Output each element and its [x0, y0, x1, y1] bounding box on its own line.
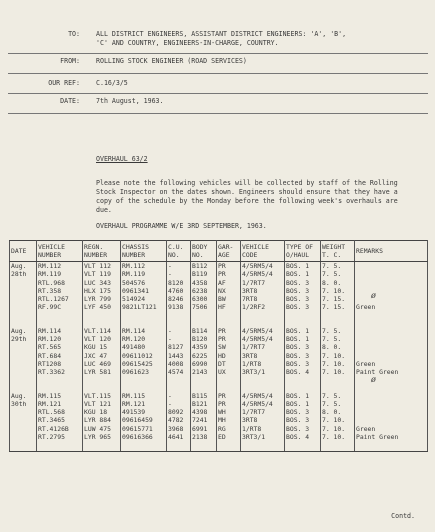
table-cell: PR	[217, 335, 241, 343]
header-rule	[8, 73, 428, 74]
table-row	[10, 287, 428, 295]
date-cell: Aug.	[10, 327, 37, 335]
table-cell: RM.120	[37, 335, 83, 343]
table-cell: 2138	[191, 433, 217, 441]
table-cell: 8246	[167, 295, 191, 303]
table-cell: RT.565	[37, 343, 83, 351]
table-cell: PR	[217, 262, 241, 271]
date-cell	[10, 360, 37, 368]
column-header: C.U. NO.	[167, 241, 191, 262]
table-cell: 7. 10.	[321, 352, 355, 360]
date-cell	[10, 343, 37, 351]
ref-value: C.16/3/5	[96, 79, 128, 87]
table-cell: RM.114	[37, 327, 83, 335]
table-row	[10, 352, 428, 360]
date-cell	[10, 416, 37, 424]
table-cell: HD	[217, 352, 241, 360]
spacer-cell	[321, 312, 355, 327]
table-cell: LYR 965	[83, 433, 121, 441]
spacer-cell	[37, 312, 83, 327]
table-cell	[355, 279, 428, 287]
table-cell: 1/RT8	[241, 425, 285, 433]
column-header: BODY NO.	[191, 241, 217, 262]
table-cell: 7. 5.	[321, 262, 355, 271]
table-cell: 0961623	[121, 368, 167, 376]
table-cell: 4398	[191, 408, 217, 416]
table-header-row	[10, 241, 428, 262]
table-cell: RF.99C	[37, 303, 83, 311]
table-cell: 1/2RF2	[241, 303, 285, 311]
date-cell	[10, 368, 37, 376]
table-cell: Paint Green	[355, 368, 428, 376]
table-cell: RTL.968	[37, 279, 83, 287]
table-cell: -	[167, 262, 191, 271]
table-cell: LUW 475	[83, 425, 121, 433]
column-header: DATE	[10, 241, 37, 262]
spacer-cell	[285, 377, 321, 392]
table-cell: 491480	[121, 343, 167, 351]
table-cell: MH	[217, 416, 241, 424]
table-cell	[355, 335, 428, 343]
table-cell: BOS. 3	[285, 408, 321, 416]
table-cell: BOS. 3	[285, 343, 321, 351]
table-cell: LYR 884	[83, 416, 121, 424]
spacer-cell	[355, 441, 428, 452]
spacer-cell	[121, 312, 167, 327]
spacer-cell	[191, 312, 217, 327]
table-cell: Green	[355, 425, 428, 433]
table-cell: RM.119	[121, 270, 167, 278]
table-cell: B121	[191, 400, 217, 408]
handwritten-mark: ø	[371, 291, 376, 300]
table-cell: BOS. 3	[285, 425, 321, 433]
group-spacer-row	[10, 312, 428, 327]
header-rule	[8, 53, 428, 54]
date-value: 7th August, 1963.	[96, 97, 164, 105]
date-cell	[10, 425, 37, 433]
table-cell: BOS. 1	[285, 392, 321, 400]
table-cell: RM.121	[121, 400, 167, 408]
table-cell: VLT 120	[83, 335, 121, 343]
spacer-cell	[167, 312, 191, 327]
table-cell: 09616459	[121, 416, 167, 424]
spacer-cell	[355, 377, 428, 392]
column-header: REMARKS	[355, 241, 428, 262]
spacer-cell	[167, 377, 191, 392]
table-row	[10, 360, 428, 368]
column-header: TYPE OF O/HAUL	[285, 241, 321, 262]
spacer-cell	[121, 377, 167, 392]
table-cell: SW	[217, 343, 241, 351]
table-cell: B112	[191, 262, 217, 271]
table-cell: 09615771	[121, 425, 167, 433]
table-cell: LUC 469	[83, 360, 121, 368]
table-cell: RM.115	[37, 392, 83, 400]
date-cell: 30th	[10, 400, 37, 408]
table-row	[10, 425, 428, 433]
spacer-cell	[217, 441, 241, 452]
table-cell: 7. 10.	[321, 433, 355, 441]
table-cell: B120	[191, 335, 217, 343]
table-cell: 7. 10.	[321, 368, 355, 376]
table-cell: 7. 10.	[321, 425, 355, 433]
spacer-cell	[241, 312, 285, 327]
table-cell: 7. 10.	[321, 287, 355, 295]
table-cell: 09611012	[121, 352, 167, 360]
date-cell	[10, 433, 37, 441]
table-cell: AF	[217, 279, 241, 287]
table-cell	[355, 352, 428, 360]
table-cell: 7. 15.	[321, 303, 355, 311]
spacer-cell	[191, 441, 217, 452]
from-label: FROM:	[60, 57, 80, 65]
table-cell: BOS. 1	[285, 262, 321, 271]
date-cell: 28th	[10, 270, 37, 278]
table-cell: VLT 119	[83, 270, 121, 278]
from-value: ROLLING STOCK ENGINEER (ROAD SERVICES)	[96, 57, 247, 65]
spacer-cell	[191, 377, 217, 392]
table-cell: -	[167, 327, 191, 335]
programme-heading: OVERHAUL PROGRAMME W/E 3RD SEPTEMBER, 1963.	[96, 222, 267, 230]
table-cell: ED	[217, 433, 241, 441]
table-cell: JXC 47	[83, 352, 121, 360]
spacer-cell	[10, 312, 37, 327]
table-cell: BOS. 3	[285, 360, 321, 368]
table-cell: -	[167, 335, 191, 343]
table-cell: PR	[217, 270, 241, 278]
table-cell: 3RT8	[241, 416, 285, 424]
spacer-cell	[217, 377, 241, 392]
table-cell: 7. 5.	[321, 270, 355, 278]
table-cell: 3RT3/1	[241, 368, 285, 376]
table-cell: RT.4126B	[37, 425, 83, 433]
table-cell: 8. 0.	[321, 279, 355, 287]
table-row	[10, 416, 428, 424]
table-cell: RM.112	[37, 262, 83, 271]
table-cell: PR	[217, 327, 241, 335]
table-cell: 7506	[191, 303, 217, 311]
table-row	[10, 270, 428, 278]
to-line-1: ALL DISTRICT ENGINEERS, ASSISTANT DISTRICT ENGINEERS: 'A', 'B',	[96, 30, 347, 38]
column-header: VEHICLE NUMBER	[37, 241, 83, 262]
table-cell: 8120	[167, 279, 191, 287]
date-cell	[10, 295, 37, 303]
table-cell: 7. 10.	[321, 416, 355, 424]
table-cell: 4359	[191, 343, 217, 351]
table-cell	[355, 400, 428, 408]
table-cell: BOS. 3	[285, 303, 321, 311]
table-row	[10, 327, 428, 335]
table-cell: RM.120	[121, 335, 167, 343]
table-cell: 7241	[191, 416, 217, 424]
table-row	[10, 433, 428, 441]
table-cell: 7. 10.	[321, 360, 355, 368]
spacer-cell	[241, 377, 285, 392]
table-row	[10, 400, 428, 408]
spacer-cell	[83, 312, 121, 327]
table-cell: 4641	[167, 433, 191, 441]
table-cell: 3RT8	[241, 287, 285, 295]
group-spacer-row	[10, 441, 428, 452]
table-cell: 4/5RM5/4	[241, 262, 285, 271]
table-cell: 4/5RM5/4	[241, 400, 285, 408]
date-cell: Aug.	[10, 392, 37, 400]
table-cell: PR	[217, 392, 241, 400]
table-cell: RTL.568	[37, 408, 83, 416]
table-cell	[355, 408, 428, 416]
handwritten-mark: ø	[371, 375, 376, 384]
table-cell: 504576	[121, 279, 167, 287]
table-cell: 4782	[167, 416, 191, 424]
group-spacer-row	[10, 377, 428, 392]
table-cell: BOS. 3	[285, 295, 321, 303]
to-label: TO:	[68, 30, 80, 38]
table-cell: VLT 112	[83, 262, 121, 271]
table-row	[10, 408, 428, 416]
table-cell: Green	[355, 360, 428, 368]
table-cell: 3RT8	[241, 352, 285, 360]
date-cell: 29th	[10, 335, 37, 343]
table-cell	[355, 416, 428, 424]
column-header: WEIGHT T. C.	[321, 241, 355, 262]
table-cell: BOS. 1	[285, 270, 321, 278]
spacer-cell	[321, 441, 355, 452]
table-row	[10, 295, 428, 303]
table-cell: 3968	[167, 425, 191, 433]
table-cell: VLT 121	[83, 400, 121, 408]
table-cell: B114	[191, 327, 217, 335]
date-cell	[10, 287, 37, 295]
table-cell: BOS. 3	[285, 416, 321, 424]
table-cell: 4574	[167, 368, 191, 376]
table-cell: 7RT8	[241, 295, 285, 303]
table-cell: RM.115	[121, 392, 167, 400]
table-cell: RT.3362	[37, 368, 83, 376]
spacer-cell	[10, 377, 37, 392]
memo-paragraph: Please note the following vehicles will be collected by staff of the Rolling Stock Inspector on the dates shown. Engineers should ensure that they have a copy of the schedule by the Monday before the following week's overhauls are due.	[96, 179, 398, 214]
table-cell: 1/7RT7	[241, 343, 285, 351]
table-cell: RM.112	[121, 262, 167, 271]
table-cell: RT.2795	[37, 433, 83, 441]
memo-title: OVERHAUL 63/2	[96, 155, 148, 163]
table-row	[10, 392, 428, 400]
table-cell: RT.358	[37, 287, 83, 295]
table-cell: 8. 0.	[321, 343, 355, 351]
table-cell	[355, 287, 428, 295]
column-header: REGN. NUMBER	[83, 241, 121, 262]
table-cell: NX	[217, 287, 241, 295]
spacer-cell	[121, 441, 167, 452]
table-cell: BOS. 1	[285, 335, 321, 343]
table-cell	[355, 392, 428, 400]
table-cell	[355, 295, 428, 303]
table-cell: 1443	[167, 352, 191, 360]
table-cell: 09615425	[121, 360, 167, 368]
table-cell: HF	[217, 303, 241, 311]
table-cell: 9821LT121	[121, 303, 167, 311]
table-cell: RM.121	[37, 400, 83, 408]
table-row	[10, 279, 428, 287]
date-cell: Aug.	[10, 262, 37, 271]
ref-label: OUR REF:	[48, 79, 80, 87]
table-cell: BOS. 3	[285, 352, 321, 360]
spacer-cell	[321, 377, 355, 392]
spacer-cell	[241, 441, 285, 452]
table-cell: BW	[217, 295, 241, 303]
table-cell: 7. 15.	[321, 295, 355, 303]
table-cell: 6225	[191, 352, 217, 360]
column-header: GAR-AGE	[217, 241, 241, 262]
table-cell: UX	[217, 368, 241, 376]
table-cell: 4760	[167, 287, 191, 295]
table-cell: B115	[191, 392, 217, 400]
table-cell	[355, 327, 428, 335]
table-cell: VLT.114	[83, 327, 121, 335]
spacer-cell	[37, 441, 83, 452]
table-cell: RT.684	[37, 352, 83, 360]
column-header: VEHICLE CODE	[241, 241, 285, 262]
table-cell	[355, 270, 428, 278]
table-cell: 2143	[191, 368, 217, 376]
table-cell: 6300	[191, 295, 217, 303]
spacer-cell	[217, 312, 241, 327]
table-cell: LYR 799	[83, 295, 121, 303]
table-cell: RM.114	[121, 327, 167, 335]
table-cell: 0961341	[121, 287, 167, 295]
table-cell: LYR 581	[83, 368, 121, 376]
table-cell: 09616366	[121, 433, 167, 441]
table-cell: BOS. 3	[285, 279, 321, 287]
table-cell: 7. 5.	[321, 327, 355, 335]
table-cell: -	[167, 392, 191, 400]
table-cell	[355, 343, 428, 351]
table-cell: 8. 0.	[321, 408, 355, 416]
table-cell: 8092	[167, 408, 191, 416]
header-rule	[8, 113, 428, 114]
table-row	[10, 343, 428, 351]
table-cell: BOS. 1	[285, 400, 321, 408]
table-cell: BOS. 3	[285, 287, 321, 295]
table-cell: 514924	[121, 295, 167, 303]
table-cell: KGU 18	[83, 408, 121, 416]
table-cell: KGU 15	[83, 343, 121, 351]
table-cell: 4/5RM5/4	[241, 335, 285, 343]
table-cell: RT.3465	[37, 416, 83, 424]
overhaul-table	[9, 240, 428, 452]
table-cell: 4/5RM5/4	[241, 392, 285, 400]
table-row	[10, 335, 428, 343]
table-cell: LYF 450	[83, 303, 121, 311]
table-cell: 4/5RM5/4	[241, 270, 285, 278]
table-cell: 6990	[191, 360, 217, 368]
table-cell: -	[167, 400, 191, 408]
table-cell: Paint Green	[355, 433, 428, 441]
header-rule	[8, 93, 428, 94]
table-cell: Green	[355, 303, 428, 311]
column-header: CHASSIS NUMBER	[121, 241, 167, 262]
table-cell: RM.119	[37, 270, 83, 278]
to-line-2: 'C' AND COUNTRY, ENGINEERS-IN-CHARGE, COUNTRY.	[96, 39, 279, 47]
table-cell: 1/7RT7	[241, 279, 285, 287]
continued-note: Contd.	[391, 512, 415, 520]
table-cell: 6991	[191, 425, 217, 433]
table-cell: 7. 5.	[321, 400, 355, 408]
table-cell: PR	[217, 400, 241, 408]
table-row	[10, 303, 428, 311]
table-cell: 491539	[121, 408, 167, 416]
spacer-cell	[83, 441, 121, 452]
table-cell: B119	[191, 270, 217, 278]
spacer-cell	[10, 441, 37, 452]
spacer-cell	[37, 377, 83, 392]
table-cell: 7. 5.	[321, 335, 355, 343]
table-cell	[355, 262, 428, 271]
table-row	[10, 262, 428, 271]
spacer-cell	[285, 312, 321, 327]
spacer-cell	[285, 441, 321, 452]
table-cell: 7. 5.	[321, 392, 355, 400]
table-cell: BOS. 4	[285, 368, 321, 376]
date-cell	[10, 352, 37, 360]
table-cell: 4008	[167, 360, 191, 368]
table-cell: 3RT3/1	[241, 433, 285, 441]
date-cell	[10, 408, 37, 416]
table-cell: LUC 343	[83, 279, 121, 287]
table-cell: 6238	[191, 287, 217, 295]
table-cell: 4/5RM5/4	[241, 327, 285, 335]
date-cell	[10, 303, 37, 311]
table-cell: BOS. 1	[285, 327, 321, 335]
table-cell: RG	[217, 425, 241, 433]
table-cell: RTL.1267	[37, 295, 83, 303]
table-cell: HLX 175	[83, 287, 121, 295]
table-cell: VLT.115	[83, 392, 121, 400]
table-row	[10, 368, 428, 376]
date-label: DATE:	[60, 97, 80, 105]
table-cell: RT1208	[37, 360, 83, 368]
spacer-cell	[83, 377, 121, 392]
table-cell: 1/RT8	[241, 360, 285, 368]
date-cell	[10, 279, 37, 287]
table-cell: WH	[217, 408, 241, 416]
table-cell: BOS. 4	[285, 433, 321, 441]
table-cell: 1/7RT7	[241, 408, 285, 416]
table-cell: 8127	[167, 343, 191, 351]
table-cell: 9138	[167, 303, 191, 311]
table-cell: 4358	[191, 279, 217, 287]
spacer-cell	[167, 441, 191, 452]
table-cell: -	[167, 270, 191, 278]
table-cell: DT	[217, 360, 241, 368]
spacer-cell	[355, 312, 428, 327]
